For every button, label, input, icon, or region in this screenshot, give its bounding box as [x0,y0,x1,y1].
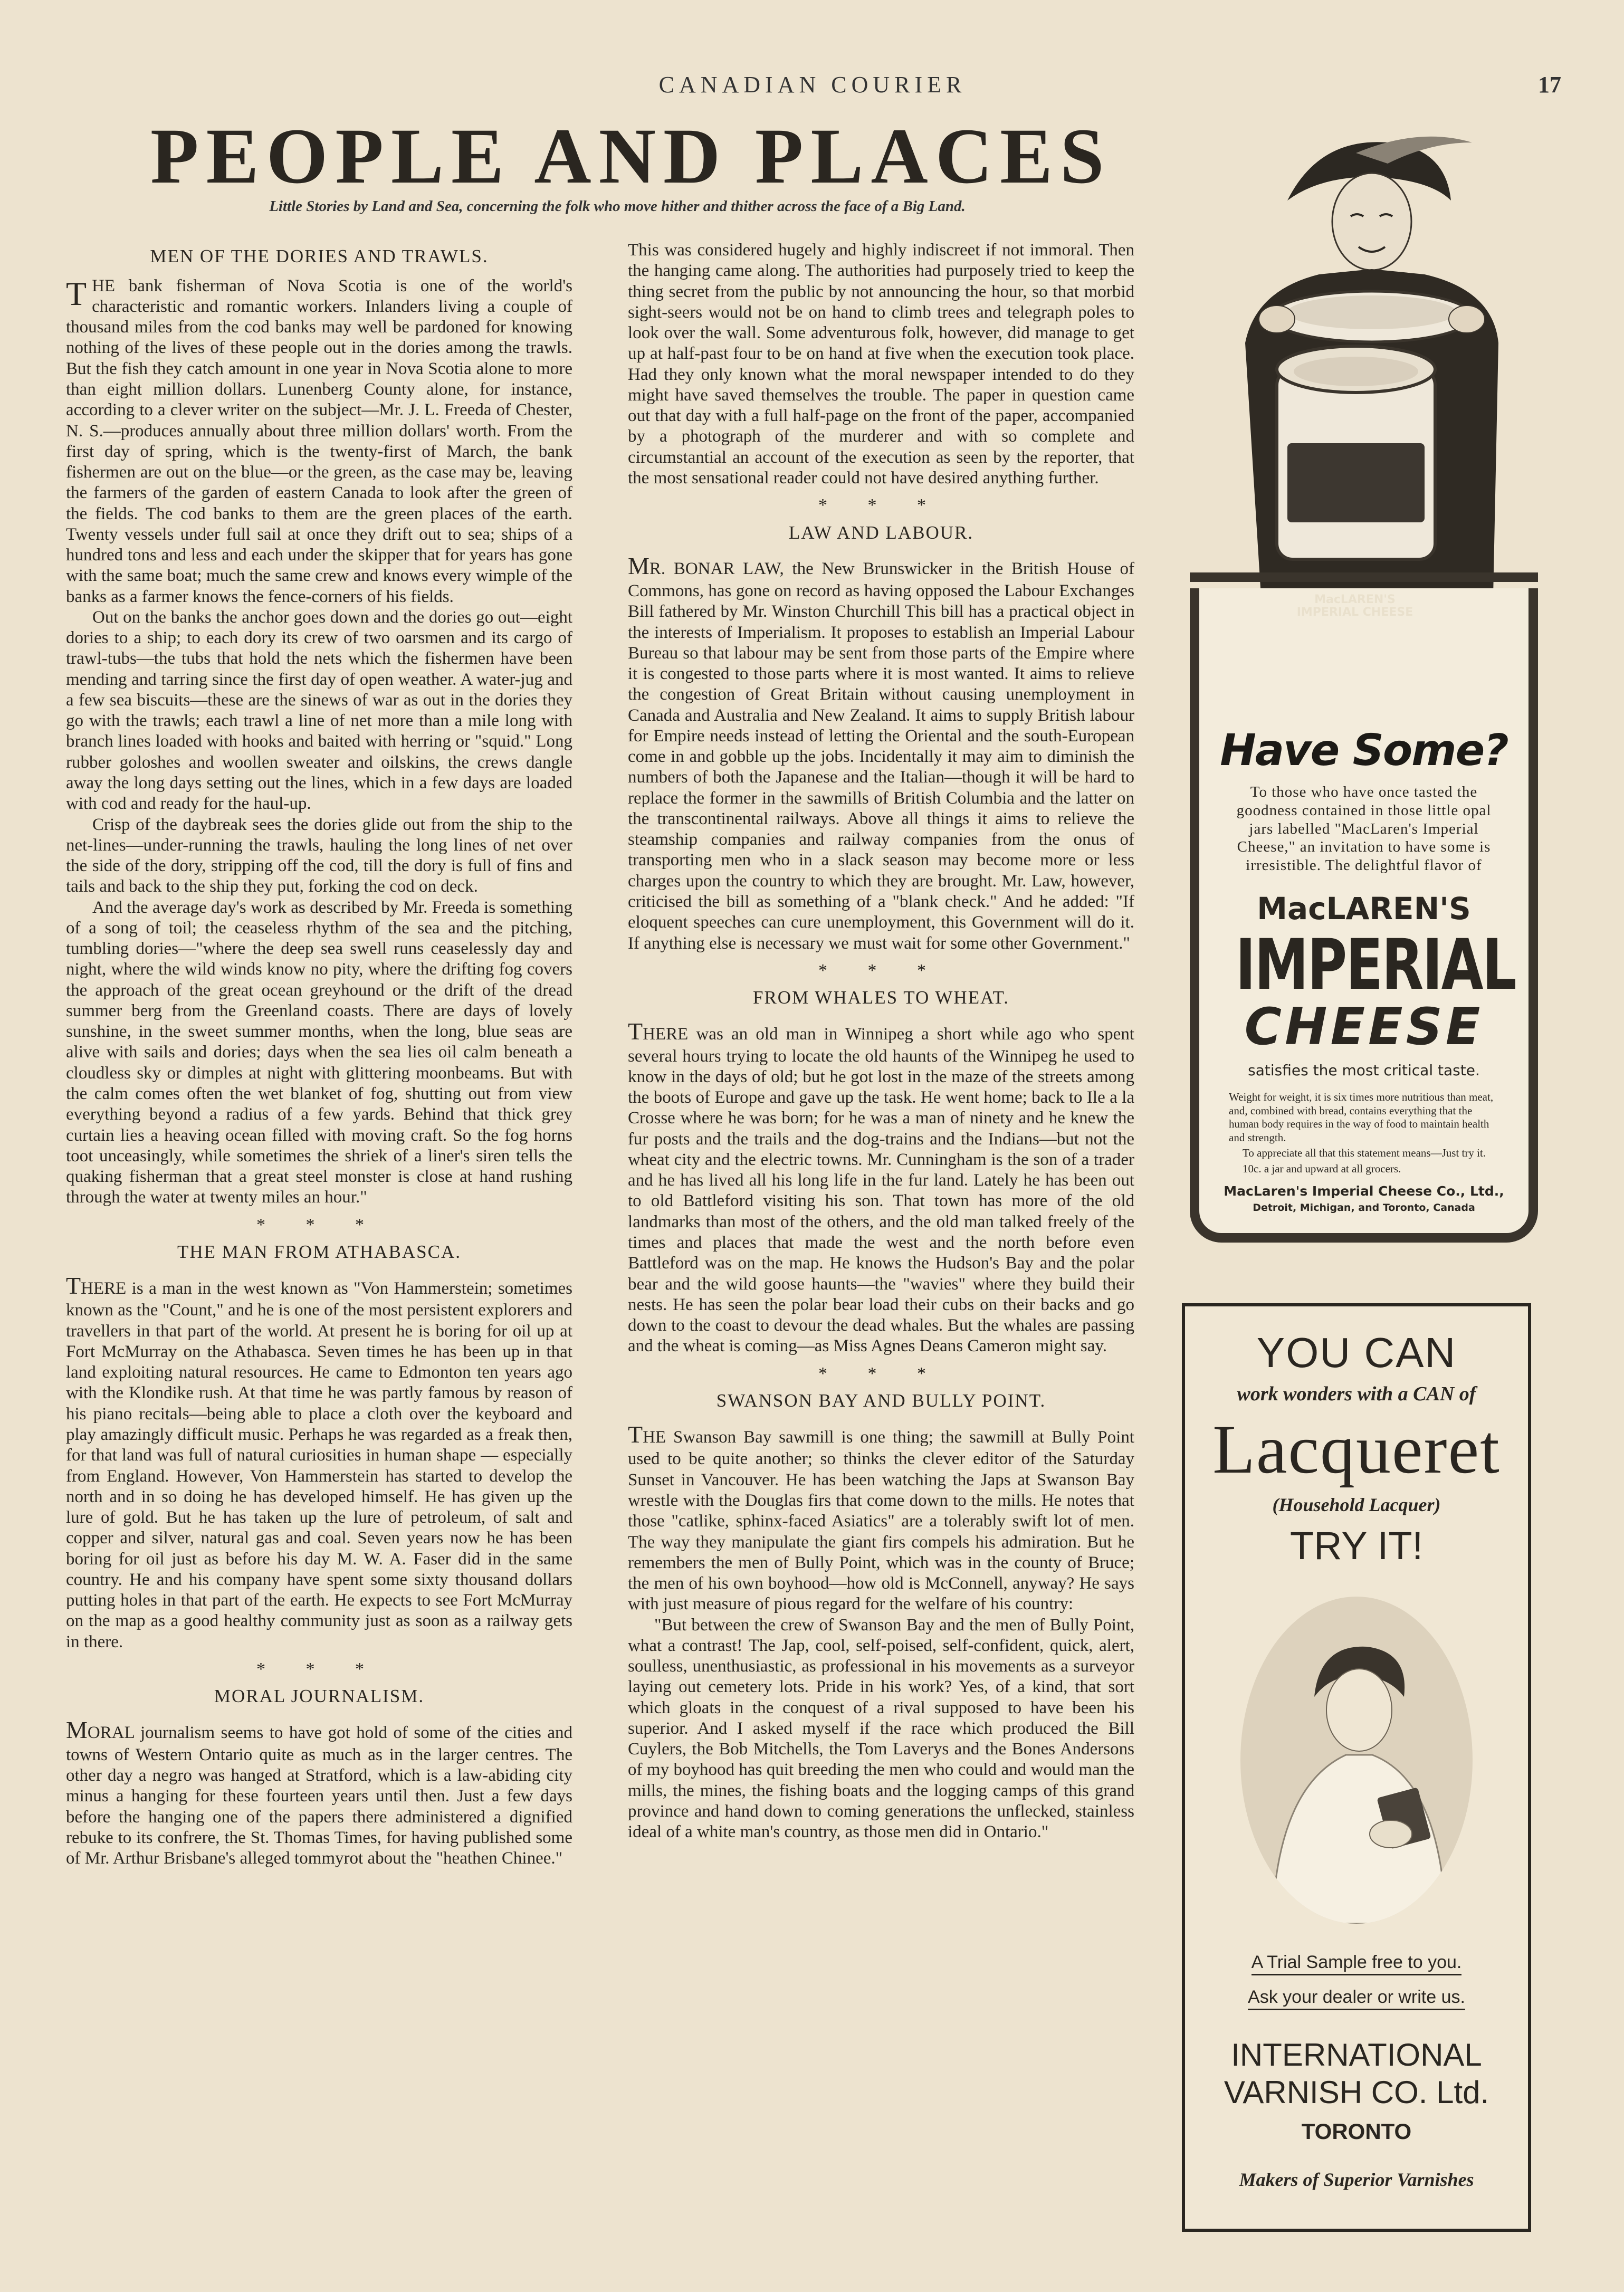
dealer-note: Ask your dealer or write us. [1248,1987,1465,2010]
article-paragraph [628,1420,1134,1615]
ad-subhead: work wonders with a CAN of [1237,1383,1476,1405]
article-heading: MEN OF THE DORIES AND TRAWLS. [150,246,489,266]
company-name [1185,2037,1528,2112]
article-paragraph [628,1017,1134,1357]
article-paragraph: And the average day's work as described by Mr. Freeda is something of a song of toil; the ceaseless rhythm of the sea and the pitching, tumbling dories—"where the deep sea swell runs ceaselessly day and night, where the wild winds know no pity, where the drifting fog covers the approach of the great ocean greyhound or the drift of the dread summer berg from the Greenland coasts. There are days of lovely sunshine, in the sweet summer months, when the long, blue seas are alive with sails and dories; days when the sea lies oil calm beneath a cloudless sky or dimples at night with glittering moonbeams. But with the calm comes often the wet blanket of fog, shutting out from view everything beyond a radius of a few yards. Behind that thick grey curtain lies a heaving ocean filled with moving craft. So the fog horns toot unceasingly, while sometimes the shriek of a liner's siren tells the quaking fisherman that a great steel monster is close at hand rushing through the water at twenty miles an hour." [66,897,572,1207]
ad-fine-print: Weight for weight, it is six times more nutritious than meat, and, combined with bread, contains everything that the human body requires in the way of food to maintain health and strength. [1229,1090,1494,1144]
section-divider: * * * [256,1659,382,1679]
article-paragraph: This was considered hugely and highly indiscreet if not immoral. Then the hanging came along. The authorities had purposely tried to keep the thing secret from the public by not announcing the hour, so that morbid sight-seers would not be on hand to climb trees and telegraph poles to look over the wall. Some adventurous folk, however, did manage to get up at half-past four to be on hand at five when the execution took place. Had they only known what the moral newspaper intended to do they might have saved themselves the trouble. The paper in question came out that day with a full half-page on the front of the paper, accompanied by a photograph of the murderer and with so complete and circumstantial an account of the execution as seen by the reporter, that the most sensational reader could not have desired anything further. [628,241,1134,488]
ad-body: To those who have once tasted the goodness contained in those little opal jars labelled "MacLaren's Imperial Cheese," an invitation to have some is irresistible. The delightful flavor of [1236,784,1492,874]
drop-cap: T [628,1017,643,1045]
masthead: CANADIAN COURIER [658,72,967,98]
jar-label: MacLAREN'S IMPERIAL CHEESE [1296,593,1413,619]
lead-word: HE [643,1427,666,1447]
paragraph-text: Swanson Bay sawmill is one thing; the sawmill at Bully Point used to be quite another; so thinks the clever editor of the Saturday Sunset in Vancouver. He has been watching the Japs at Swanson Bay wrestle with the Douglas firs that come down to the mills. He notes that those "catlike, sphinx-faced Asiatics" are a tolerably swift lot of men. The way they manipulate the giant firs compels his admiration. But he remembers the men of Bully Point, which was in the county of Bruce; the men of his own boyhood—how old is McConnell, anyway? He says with just measure of pious regard for the welfare of his country: [628,1427,1134,1614]
article-paragraph [66,1716,572,1869]
product-description: (Household Lacquer) [1272,1494,1441,1515]
article-heading: THE MAN FROM ATHABASCA. [177,1242,462,1263]
section-divider: * * * [818,1363,944,1383]
company-name-line1: INTERNATIONAL [1231,2037,1482,2073]
page-subtitle: Little Stories by Land and Sea, concerning the folk who move hither and thither across the face of a Big Land. [269,198,966,215]
lead-word: R. [649,559,666,579]
product-name: IMPERIAL [1235,924,1516,1006]
article-heading: SWANSON BAY AND BULLY POINT. [716,1390,1046,1411]
paragraph-text: is a man in the west known as "Von Hammerstein; sometimes known as the "Count," and he is one of the most persistent explorers and travellers in that part of the world. At present he is boring for oil up at Fort McMurray on the Athabasca. Seven times he has been up in that land exploiting natural resources. He came to Edmonton ten years ago with the Klondike rush. At that time he was partly famous by reason of his piano recitals—being able to place a cloth over the keyboard and play amazingly difficult music. Perhaps he was regarded as a freak then, for that land was full of natural curiosities in human shape — especially from England. However, Von Hammerstein has started to develop the north and in so doing he has developed himself. He has given up the lure of gold. But he has taken up the lure of petroleum, of salt and copper and silver, natural gas and coal. Seven years now he has been boring for oil just as before his day M. W. A. Faser did in the same country. He and his company have spent some sixty thousand dollars putting holes in that part of the earth. He expects to see Fort McMurray on the map as a good healthy community just as soon as a railway gets in there. [66,1278,572,1651]
article-heading: MORAL JOURNALISM. [214,1686,425,1707]
company-city: TORONTO [1301,2118,1412,2144]
ad-headline: Have Some? [1220,725,1508,776]
company-name: MacLaren's Imperial Cheese Co., Ltd., [1224,1183,1504,1199]
article-heading: FROM WHALES TO WHEAT. [752,987,1009,1008]
page-title: PEOPLE AND PLACES [150,112,1112,200]
article-paragraph: Out on the banks the anchor goes down and the dories go out—eight dories to a ship; to each dory its crew of two oarsmen and its cargo of trawl-tubs—the tubs that hold the nets which the fishermen have been mending and tarring since the first day of open weather. A water-jug and a few sea biscuits—these are the sinews of war as out in the dories they go with the trawls; each trawl a line of net more than a mile long with branch lines loaded with hooks and baited with herring or "squid." Long rubber goloshes and woollen sweater and oilskins, the crews dangle away the long days setting out the lines, which in a few days are loaded with cod and ready for the haul-up. [66,607,572,814]
paragraph-text: was an old man in Winnipeg a short while ago who spent several hours trying to locate the old haunts of the Winnipeg he used to know in the days of old; but he got lost in the maze of the streets among the boots of Europe and gave up the task. He went home; back to Ile a la Crosse where he was born; for he was a man of ninety and he knew the fur posts and the trails and the dog-trains and the Indians—but not the wheat city and the electric towns. Mr. Cunningham is the son of a trader and he has lived all his long life in the fur land. Lately he has been out to old Battleford visiting his son. That town has more of the old landmarks than most of the others, and the old man talked freely of the times and places that made the west and the north before even Battleford was on the map. He knows the Hudson's Bay and the polar bear and the wild goose haunts—the "wavies" where they build their nests. He has seen the polar bear load their cubs on their backs and go down to the coast to devour the dead whales. But the whales are passing and the wheat is coming—as Miss Agnes Deans Cameron might say. [628,1024,1134,1356]
call-to-action: TRY IT! [1289,1524,1424,1568]
column-left [66,240,572,1869]
section-divider: * * * [256,1215,382,1235]
drop-cap: T [66,274,87,312]
company-slogan: Makers of Superior Varnishes [1239,2169,1474,2190]
article-paragraph: Crisp of the daybreak sees the dories glide out from the ship to the net-lines—under-running the trawls, hauling the long lines of net over the side of the dory, stripping off the cod, till the dory is full of fins and tails and back to the ship they put, forking the cod on deck. [66,815,572,896]
drop-cap: T [66,1272,81,1299]
ad-headline: YOU CAN [1256,1329,1457,1376]
company-name-line2: VARNISH CO. Ltd. [1224,2074,1489,2110]
drop-cap: M [628,552,649,580]
woman-holding-jar-illustration [1198,121,1541,596]
article-paragraph [66,1272,572,1653]
section-divider: * * * [818,960,944,980]
company-address: Detroit, Michigan, and Toronto, Canada [1253,1201,1475,1214]
woman-reading-can-icon [1240,1597,1473,1924]
lead-word: HERE [81,1278,127,1298]
drop-cap: T [628,1420,643,1448]
paragraph-text: HE bank fisherman of Nova Scotia is one of the world's characteristic and romantic workers. Inlanders living a couple of thousand miles from the cod banks may well be pardoned for knowing nothing of the lives of these people out in the dories among the trawls. But the fish they catch amount in one year in Nova Scotia alone to more than eight million dollars. Lunenberg County alone, for instance, according to a clever writer on the subject—Mr. J. L. Freeda of Chester, N. S.—produces annually about three million dollars' worth. From the first day of spring, which is the twenty-first of March, the bank fishermen are out on the blue—or the green, as the case may be, leaving the farmers of the garden of eastern Canada to look after the green of the fields. The cod banks to them are the green places of the earth. Twenty vessels under full sail at once they drift out to sea; ships of a hundred tons and less and each under the skipper that for years has gone with the same boat; much the same crew and knows every wimple of the banks as a farmer knows the fence-corners of his fields. [66,276,572,606]
column-middle [628,240,1134,1842]
article-heading: LAW AND LABOUR. [788,522,974,543]
woman-portrait-illustration [1240,1597,1473,1924]
lacquer-advertisement [1182,1303,1531,2232]
ad-fine-print: To appreciate all that this statement means—Just try it. [1243,1147,1486,1160]
paragraph-text: BONAR LAW, the New Brunswicker in the British House of Commons, has gone on record as having opposed the Labour Exchanges Bill fathered by Mr. Winston Churchill This bill has a practical object in the interests of Imperialism. It proposes to establish an Imperial Labour Bureau so that labour may be sent from those parts of the Empire where it is congested to those parts where it is most wanted. It aims to relieve the congestion of Great Britain without causing unemployment in Canada and Australia and New Zealand. It aims to supply British labour for Empire needs instead of letting the Oriental and the south-European come in and gobble up the jobs. Incidentally it may aim to diminish the numbers of both the Japanese and the Italian—though it will be hard to replace the former in the sawmills of British Columbia and the latter on the transcontinental railways. Above all things it aims to relieve the steamship companies and railway companies from the onus of transporting men who in a slack season may become more or less charges upon the country to which they are brought. Mr. Law, however, criticised the bill as something of a "blank check." And he added: "If eloquent speeches can cure unemployment, this Government will do it. If anything else is necessary we must wait for some other Government." [628,559,1134,953]
product-name: Lacqueret [1212,1410,1501,1488]
lead-word: ORAL [87,1723,135,1743]
drop-cap: M [66,1716,88,1744]
ad-fine-print: 10c. a jar and upward at all grocers. [1243,1162,1401,1176]
page-number: 17 [1538,72,1561,98]
cheese-advertisement [1190,588,1538,1243]
lead-word: HERE [643,1024,689,1044]
paragraph-text: journalism seems to have got hold of some of the cities and towns of Western Ontario quite as much as in the larger centres. The other day a negro was hanged at Stratford, which is a law-abiding city minus a hanging for these fourteen years until then. Just a few days before the hanging one of the papers there administered a dignified rebuke to its confrere, the St. Thomas Times, for having published some of Mr. Arthur Brisbane's alleged tommyrot about the "heathen Chinee." [66,1723,572,1868]
product-name-cheese: CHEESE [1244,997,1484,1056]
trial-offer: A Trial Sample free to you. [1252,1952,1462,1975]
ad-tagline: satisfies the most critical taste. [1248,1061,1480,1079]
article-paragraph [66,276,572,607]
article-paragraph [628,552,1134,954]
brand-name: MacLAREN'S [1257,890,1471,927]
section-divider: * * * [818,495,944,515]
article-paragraph: "But between the crew of Swanson Bay and the men of Bully Point, what a contrast! The Jap, cool, self-poised, self-confident, quick, alert, soulless, unenthusiastic, as professional in his movements as a surveyor laying out cemetery lots. Pride in his work? Yes, of a kind, that sort which gloats in the conquest of a rival supposed to have been his superior. And I asked myself if the race which produced the Bill Cuylers, the Bob Mitchells, the Tom Laverys and the Bones Andersons of my boyhood has quit breeding the men who could and would man the mills, the mines, the fishing boats and the logging camps of this grand province and hand down to coming generations the unflecked, stainless ideal of a white man's country, as those men did in Ontario." [628,1615,1134,1842]
